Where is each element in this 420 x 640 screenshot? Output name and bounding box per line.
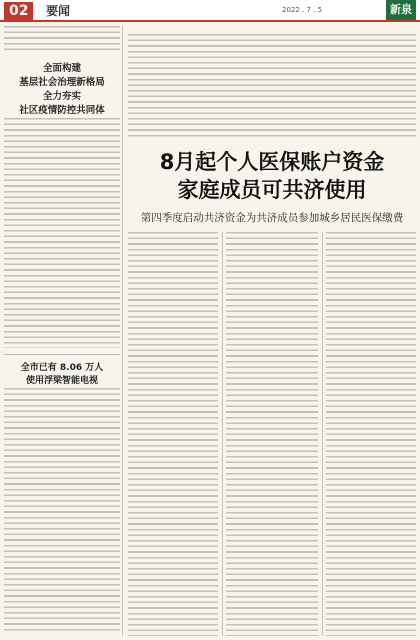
left-headline-5: 全市已有 8.06 万人 (20, 363, 104, 373)
issue-date: 2022 . 7 . 5 (282, 6, 323, 14)
left-text-block (4, 388, 120, 634)
newspaper-brand: 新泉 (386, 0, 416, 20)
body-column-1 (128, 232, 218, 636)
main-headline-line-2: 家庭成员可共济使用 (177, 178, 367, 202)
left-headline-4: 社区疫情防控共同体 (19, 105, 105, 116)
left-headline-6: 使用浮梁智能电视 (25, 376, 98, 386)
main-subhead: 第四季度启动共济资金为共济成员参加城乡居民医保缴费 (140, 212, 404, 224)
column-rule (222, 232, 223, 636)
body-column-3 (326, 232, 416, 636)
left-headline-1: 全面构建 (42, 63, 81, 74)
left-text-block (4, 26, 120, 54)
body-column-2 (226, 232, 318, 636)
left-headline-2: 基层社会治理新格局 (19, 77, 105, 88)
section-title: 要闻 (46, 4, 71, 18)
main-headline (128, 148, 416, 204)
column-rule (322, 232, 323, 636)
main-intro-text (128, 34, 416, 138)
divider (4, 354, 120, 355)
left-headline-3: 全力夯实 (42, 91, 81, 102)
page-number: 02 (4, 2, 33, 20)
left-text-block (4, 118, 120, 348)
main-headline-line-1: 8月起个人医保账户资金 (159, 150, 385, 174)
left-column (4, 26, 120, 636)
masthead (0, 0, 420, 22)
column-rule (122, 26, 123, 636)
